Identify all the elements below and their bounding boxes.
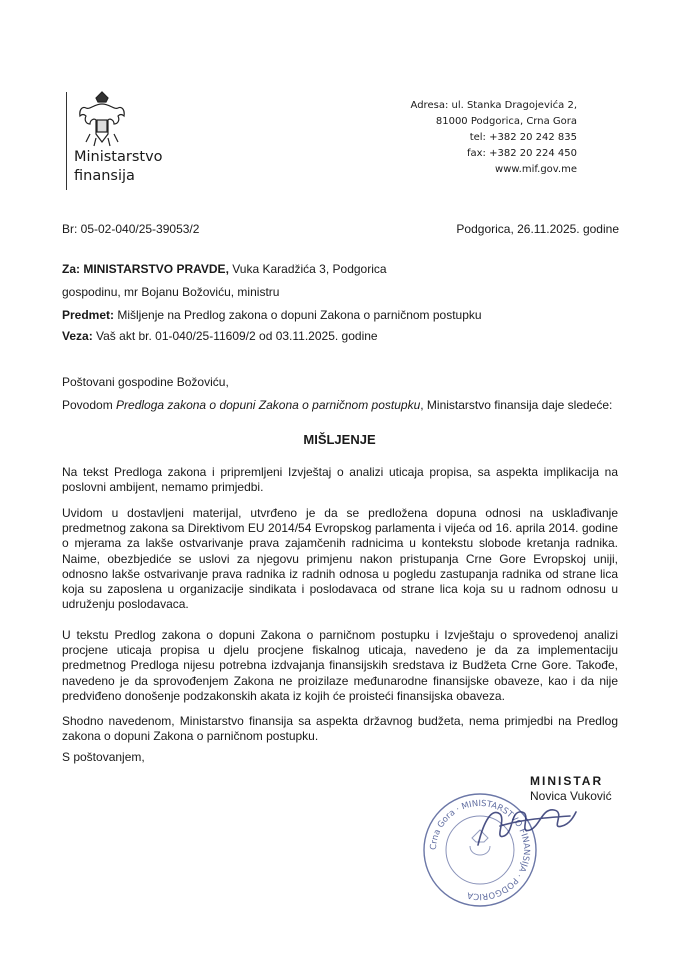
ministry-line-2: finansija xyxy=(74,168,135,184)
contact-address: Adresa: ul. Stanka Dragojevića 2, xyxy=(410,100,577,111)
opinion-heading: MIŠLJENJE xyxy=(303,432,376,447)
subject-text: Mišljenje na Predlog zakona o dopuni Zakona o parničnom postupku xyxy=(114,308,482,322)
contact-block xyxy=(411,98,577,178)
reference-link-line xyxy=(62,329,378,343)
intro-pre: Povodom xyxy=(62,398,117,412)
reference-link-label: Veza: xyxy=(62,329,93,343)
coat-of-arms-icon xyxy=(76,90,128,148)
contact-fax: fax: +382 20 224 450 xyxy=(466,148,577,159)
closing: S poštovanjem, xyxy=(62,750,145,764)
signer-title: MINISTAR xyxy=(530,774,604,788)
ministry-name xyxy=(74,148,163,186)
recipient-line xyxy=(62,262,387,276)
salutation: Poštovani gospodine Božoviću, xyxy=(62,375,229,389)
recipient-address: Vuka Karadžića 3, Podgorica xyxy=(228,262,387,276)
paragraph-3: U tekstu Predlog zakona o dopuni Zakona o parničnom postupku i Izvještaju o sprovedenoj analizi procjene uticaja propisa u djelu procjene fiskalnog uticaja, navedeno je da za implementaciju predmetnog Predloga nijesu potrebna izdvajanja finansijskih sredstava iz Budžeta Crne Gore. Takođe, navedeno je da sprovođenjem Zakona ne proizilaze međunarodne finansijske obaveze, kao i da nije predviđeno donošenje podzakonskih akata iz kojih će proisteći finansijska obaveza. xyxy=(62,628,618,703)
reference-number: Br: 05-02-040/25-39053/2 xyxy=(62,222,200,236)
paragraph-1: Na tekst Predloga zakona i pripremljeni Izvještaj o analizi uticaja propisa, sa aspekta implikacija na poslovni ambijent, nemamo primjedbi. xyxy=(62,465,618,495)
paragraph-2: Uvidom u dostavljeni materijal, utvrđeno je da se predložena dopuna odnosi na usklađivanje predmetnog zakona sa Direktivom EU 2014/54 Evropskog parlamenta i vijeća od 16. aprila 2014. godine o mjerama za lakše ostvarivanje prava zajamčenih radnicima u kontekstu slobode kretanja radnika. Naime, obezbjediće se uslovi za njegovu primjenu nakon pristupanja Crne Gore Evropskoj uniji, odnosno lakše ostvarivanje prava radnika iz radnih odnosa u pogledu zastupanja radnika od strane lica koja su zaposlena u organizacije sindikata i poslodavaca od strane lica koja su u radnom odnosu u udruženju poslodavaca. xyxy=(62,506,618,612)
signer-name: Novica Vuković xyxy=(530,789,612,803)
contact-city: 81000 Podgorica, Crna Gora xyxy=(435,116,577,127)
document-date: Podgorica, 26.11.2025. godine xyxy=(456,222,619,236)
subject-line xyxy=(62,308,482,322)
reference-link-text: Vaš akt br. 01-040/25-11609/2 od 03.11.2025. godine xyxy=(92,329,378,343)
intro-italic: Predloga zakona o dopuni Zakona o parničnom postupku xyxy=(116,398,421,412)
contact-phone: tel: +382 20 242 835 xyxy=(469,132,577,143)
header-divider xyxy=(66,92,67,190)
contact-website: www.mif.gov.me xyxy=(495,164,577,175)
signer-block xyxy=(490,774,612,804)
paragraph-4: Shodno navedenom, Ministarstvo finansija sa aspekta državnog budžeta, nema primjedbi na Predlog zakona o dopuni Zakona o parničnom postupku. xyxy=(62,714,618,744)
subject-label: Predmet: xyxy=(62,308,115,322)
intro-paragraph xyxy=(62,398,618,413)
ministry-line-1: Ministarstvo xyxy=(74,149,163,165)
attention-line: gospodinu, mr Bojanu Božoviću, ministru xyxy=(62,285,280,299)
recipient-label: Za: MINISTARSTVO PRAVDE, xyxy=(62,262,229,276)
stamp-text: Crna Gora · MINISTARSTVO FINANSIJA · PODGORICA xyxy=(428,798,532,902)
intro-post: , Ministarstvo finansija daje sledeće: xyxy=(420,398,613,412)
